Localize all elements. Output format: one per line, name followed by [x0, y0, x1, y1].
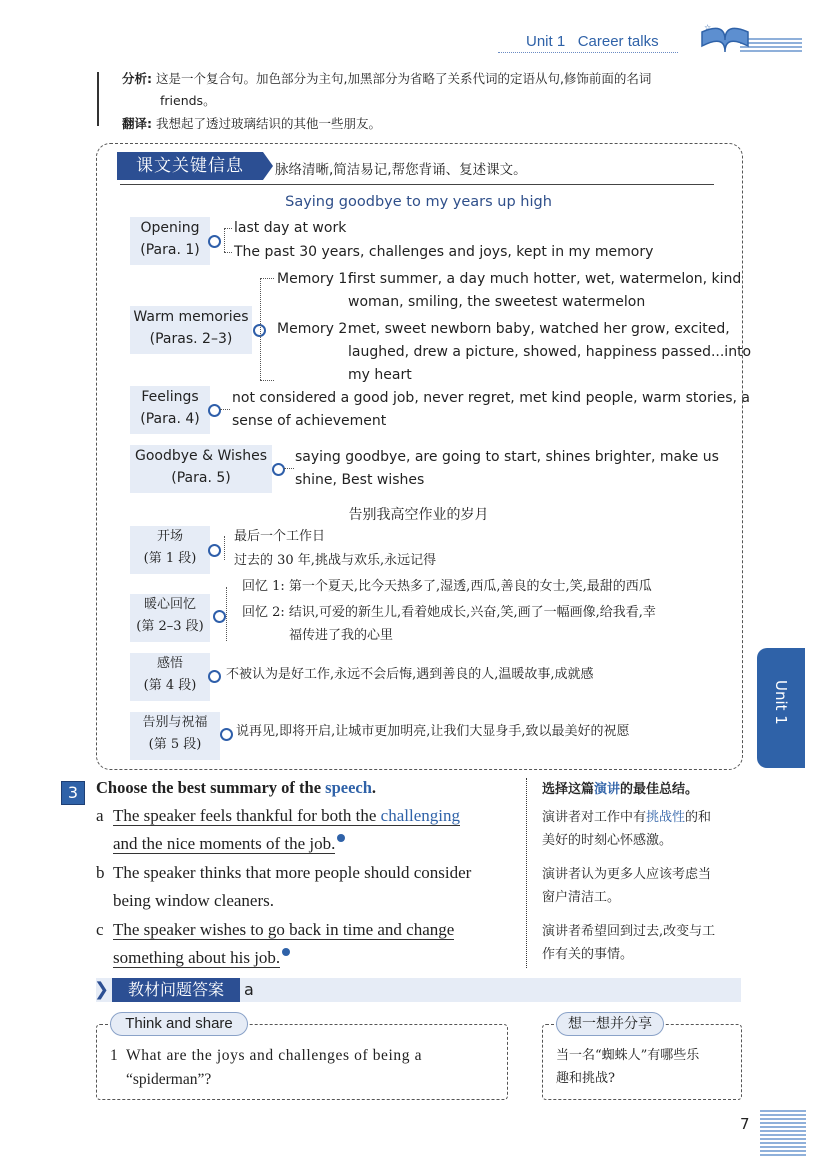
memory-1-line-b: woman, smiling, the sweetest watermelon [348, 294, 646, 310]
column-divider [526, 778, 527, 968]
bracket-tick [260, 380, 274, 381]
tag-cn-feelings-label: 感悟 [156, 656, 183, 671]
key-info-title: 课文关键信息 [117, 152, 263, 180]
tag-cn-goodbye [130, 712, 220, 760]
tag-cn-warm-para: (第 2–3 段) [136, 619, 204, 634]
tag-cn-feelings-para: (第 4 段) [143, 678, 197, 693]
bracket [226, 587, 227, 641]
cn-title-part: 选择这篇 [542, 782, 595, 797]
cn-heading: 告别我高空作业的岁月 [348, 507, 489, 523]
option-c-text-2: something about his job. [113, 948, 281, 967]
cn-option-b-2: 窗户清洁工。 [542, 890, 621, 905]
exercise-title-end: . [371, 778, 377, 797]
exercise-title-keyword: speech [325, 778, 372, 797]
tag-goodbye-label: Goodbye & Wishes [135, 448, 267, 464]
option-a-keyword: challenging [380, 806, 460, 825]
option-a-text: The speaker feels thankful for both the [113, 806, 381, 825]
tag-feelings-para: (Para. 4) [140, 411, 200, 427]
key-info-arrow [263, 152, 273, 180]
option-a-line-2 [113, 830, 345, 858]
tag-cn-warm-label: 暖心回忆 [143, 597, 196, 612]
connector-line [284, 468, 294, 469]
connector-dot [213, 610, 226, 623]
cn-option-b-1: 演讲者认为更多人应该考虑当 [542, 867, 712, 882]
bracket [224, 536, 225, 560]
feelings-line-1: not considered a good job, never regret, met kind people, warm stories, a [232, 390, 750, 406]
think-q-number: 1 [110, 1047, 118, 1064]
cn-memory-2-b: 福传进了我的心里 [289, 628, 394, 643]
memory-2-line-a: met, sweet newborn baby, watched her grow, excited, [348, 321, 730, 337]
en-heading: Saying goodbye to my years up high [285, 194, 552, 210]
option-a-letter: a [96, 806, 104, 825]
cn-a-part: 演讲者对工作中有 [542, 810, 647, 825]
book-icon [698, 22, 752, 56]
bracket [224, 228, 225, 252]
think-cn-line-1: 当一名“蜘蛛人”有哪些乐 [556, 1048, 700, 1063]
tag-cn-opening-label: 开场 [156, 529, 183, 544]
cn-memory-2-a: 回忆 2: 结识,可爱的新生儿,看着她成长,兴奋,笑,画了一幅画像,给我看,幸 [242, 605, 656, 620]
bracket [260, 278, 261, 380]
bracket-tick [224, 252, 232, 253]
cn-goodbye-line: 说再见,即将开启,让城市更加明亮,让我们大显身手,致以最美好的祝愿 [236, 724, 630, 739]
tag-feelings [130, 386, 210, 434]
unit-title: Career talks [577, 33, 659, 50]
running-header [526, 33, 659, 50]
option-b-line-1: The speaker thinks that more people should consider [113, 863, 472, 882]
page-number: 7 [740, 1115, 750, 1133]
exercise-number: 3 [61, 781, 85, 805]
option-a-text-2: and the nice moments of the job. [113, 834, 336, 853]
tag-feelings-label: Feelings [141, 389, 199, 405]
connector-dot [272, 463, 285, 476]
tag-warm-label: Warm memories [133, 309, 249, 325]
tag-cn-opening-para: (第 1 段) [143, 551, 197, 566]
option-c-line-2 [113, 944, 290, 972]
tag-cn-warm [130, 594, 210, 642]
svg-text:☆: ☆ [704, 23, 712, 32]
think-q-line-2: “spiderman”? [126, 1071, 212, 1088]
connector-dot [220, 728, 233, 741]
option-c-text: The speaker wishes to go back in time and change [113, 920, 455, 939]
think-cn-line-2: 趣和挑战? [556, 1071, 615, 1086]
cn-option-a-1 [542, 806, 711, 829]
exercise-title [96, 778, 376, 798]
goodbye-line-2: shine, Best wishes [295, 472, 425, 488]
opening-line-1: last day at work [234, 220, 347, 236]
tag-opening-label: Opening [140, 220, 200, 236]
goodbye-line-1: saying goodbye, are going to start, shines brighter, make us [295, 449, 719, 465]
bracket-tick [224, 228, 232, 229]
memory-2-line-b: laughed, drew a picture, showed, happiness passed...into [348, 344, 752, 360]
cn-feelings-line: 不被认为是好工作,永远不会后悔,遇到善良的人,温暖故事,成就感 [226, 667, 594, 682]
cn-option-a-2: 美好的时刻心怀感激。 [542, 833, 673, 848]
analysis-label: 分析: [122, 71, 152, 86]
tag-cn-goodbye-label: 告别与祝福 [142, 715, 208, 730]
option-b-letter: b [96, 863, 105, 882]
unit-label: Unit 1 [526, 33, 566, 50]
cn-opening-line-1: 最后一个工作日 [234, 529, 326, 544]
opening-line-2: The past 30 years, challenges and joys, kept in my memory [234, 244, 654, 260]
option-a-line-1 [113, 802, 460, 830]
memory-2-label: Memory 2: [277, 321, 353, 337]
exercise-title-part: Choose the best summary of the [96, 778, 326, 797]
analysis-text: 这是一个复合句。加色部分为主句,加黑部分为省略了关系代词的定语从句,修饰前面的名词 [155, 71, 652, 86]
tag-opening [130, 217, 210, 265]
cn-title-keyword: 演讲 [594, 782, 621, 797]
option-b-line-2: being window cleaners. [113, 891, 274, 910]
cn-option-c-2: 作有关的事情。 [542, 947, 634, 962]
think-q-line-1: What are the joys and challenges of being a [126, 1047, 423, 1064]
feelings-line-2: sense of achievement [232, 413, 387, 429]
connector-line [220, 409, 230, 410]
think-label-cn: 想一想并分享 [556, 1012, 664, 1036]
tag-opening-para: (Para. 1) [140, 242, 200, 258]
cn-option-c-1: 演讲者希望回到过去,改变与工 [542, 924, 716, 939]
analysis-line-2: friends。 [160, 93, 216, 108]
footer-decoration [760, 1110, 806, 1158]
note-marker-icon [337, 834, 345, 842]
cn-exercise-title [542, 778, 698, 801]
tag-warm-memories [130, 306, 252, 354]
translation-line [122, 113, 381, 135]
translation-label: 翻译: [122, 116, 152, 131]
connector-dot [208, 670, 221, 683]
option-c-letter: c [96, 920, 104, 939]
unit-side-tab-label: Unit 1 [772, 680, 790, 725]
memory-2-line-c: my heart [348, 367, 412, 383]
memory-1-label: Memory 1: [277, 271, 353, 287]
tag-cn-opening [130, 526, 210, 574]
key-info-rule [120, 184, 714, 185]
cn-a-keyword: 挑战性 [646, 810, 686, 825]
tag-warm-para: (Paras. 2–3) [149, 331, 233, 347]
cn-memory-1: 回忆 1: 第一个夏天,比今天热多了,湿透,西瓜,善良的女士,笑,最甜的西瓜 [242, 579, 652, 594]
tag-cn-feelings [130, 653, 210, 701]
analysis-line-1 [122, 68, 742, 90]
tag-goodbye-wishes [130, 445, 272, 493]
chevron-right-icon: ❯ [94, 979, 110, 1000]
bracket-tick [260, 278, 274, 279]
connector-dot [208, 404, 221, 417]
note-marker-icon [282, 948, 290, 956]
memory-1-line-a: first summer, a day much hotter, wet, watermelon, kind [348, 271, 742, 287]
key-info-subtitle: 脉络清晰,简洁易记,帮您背诵、复述课文。 [275, 162, 527, 178]
tag-goodbye-para: (Para. 5) [171, 470, 231, 486]
cn-a-end: 的和 [685, 810, 712, 825]
connector-dot [208, 544, 221, 557]
answer-value: a [244, 980, 254, 999]
header-rule [498, 52, 678, 53]
connector-dot [208, 235, 221, 248]
cn-opening-line-2: 过去的 30 年,挑战与欢乐,永远记得 [234, 553, 437, 568]
answers-heading: 教材问题答案 [112, 978, 240, 1002]
cn-title-end: 的最佳总结。 [620, 782, 699, 797]
think-label-en: Think and share [110, 1012, 248, 1036]
tag-cn-goodbye-para: (第 5 段) [148, 737, 202, 752]
option-c-line-1 [113, 916, 454, 944]
analysis-bar [97, 72, 99, 126]
translation-text: 我想起了透过玻璃结识的其他一些朋友。 [155, 116, 381, 131]
